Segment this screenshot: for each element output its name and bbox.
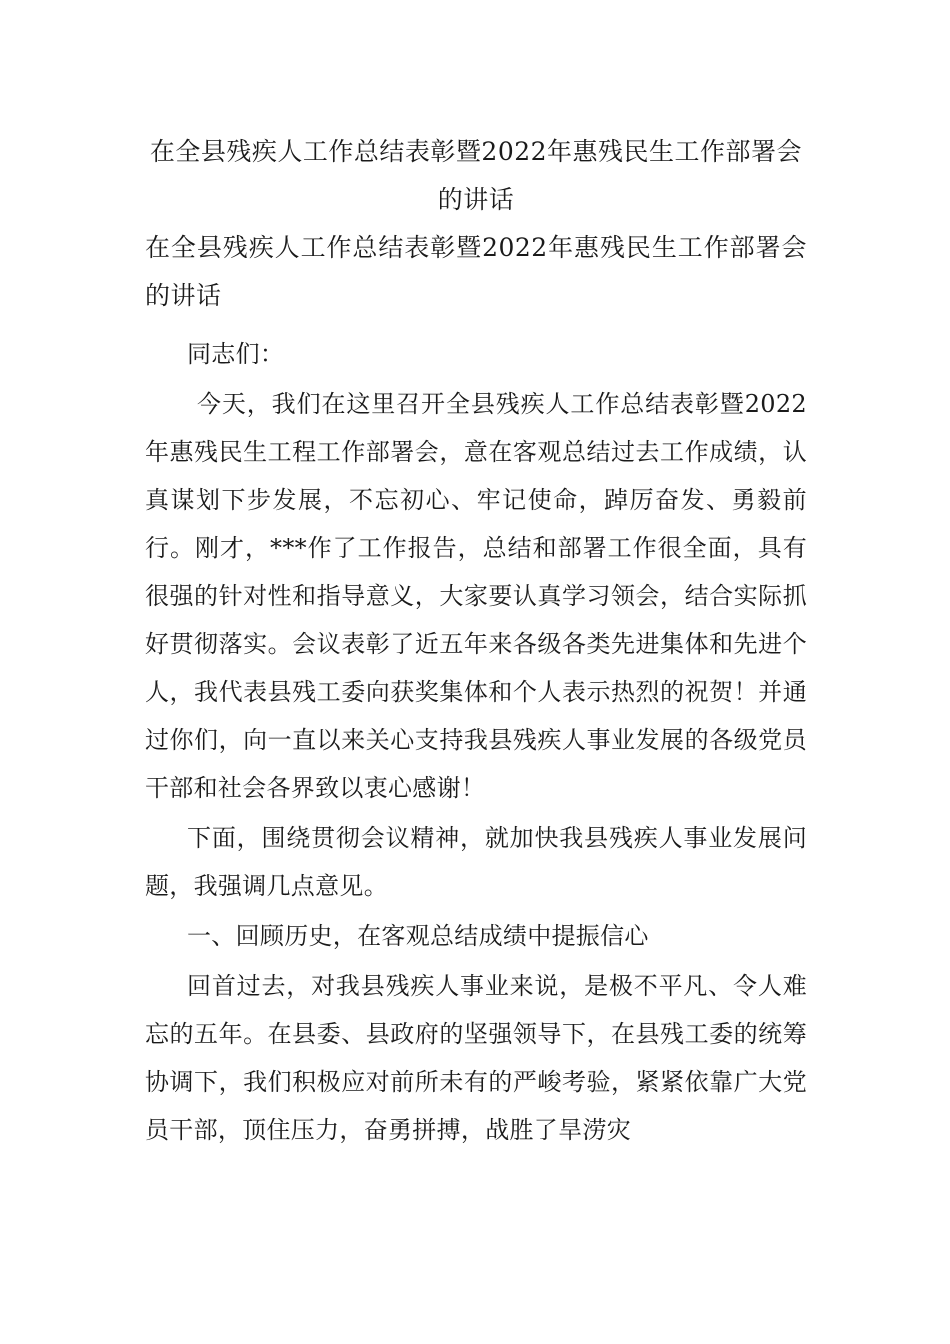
document-title: 在全县残疾人工作总结表彰暨2022年惠残民生工作部署会的讲话 <box>149 137 803 214</box>
document-page <box>145 128 807 1156</box>
document-title-repeat: 在全县残疾人工作总结表彰暨2022年惠残民生工作部署会的讲话 <box>145 233 807 310</box>
section-heading-1: 一、回顾历史，在客观总结成绩中提振信心 <box>187 922 649 950</box>
salutation: 同志们： <box>187 340 285 368</box>
paragraph-review: 回首过去，对我县残疾人事业来说，是极不平凡、令人难忘的五年。在县委、县政府的坚强领导下，在县残工委的统筹协调下，我们积极应对前所未有的严峻考验，紧紧依靠广大党员干部，顶住压力，奋勇拼搏，战胜了旱涝灾 <box>145 972 807 1144</box>
paragraph-transition: 下面，围绕贯彻会议精神，就加快我县残疾人事业发展问题，我强调几点意见。 <box>145 824 807 900</box>
paragraph-opening: 今天，我们在这里召开全县残疾人工作总结表彰暨2022年惠残民生工程工作部署会，意在客观总结过去工作成绩，认真谋划下步发展，不忘初心、牢记使命，踔厉奋发、勇毅前行。刚才，***作了工作报告，总结和部署工作很全面，具有很强的针对性和指导意义，大家要认真学习领会，结合实际抓好贯彻落实。会议表彰了近五年来各级各类先进集体和先进个人，我代表县残工委向获奖集体和个人表示热烈的祝贺！并通过你们，向一直以来关心支持我县残疾人事业发展的各级党员干部和社会各界致以衷心感谢！ <box>145 390 807 802</box>
